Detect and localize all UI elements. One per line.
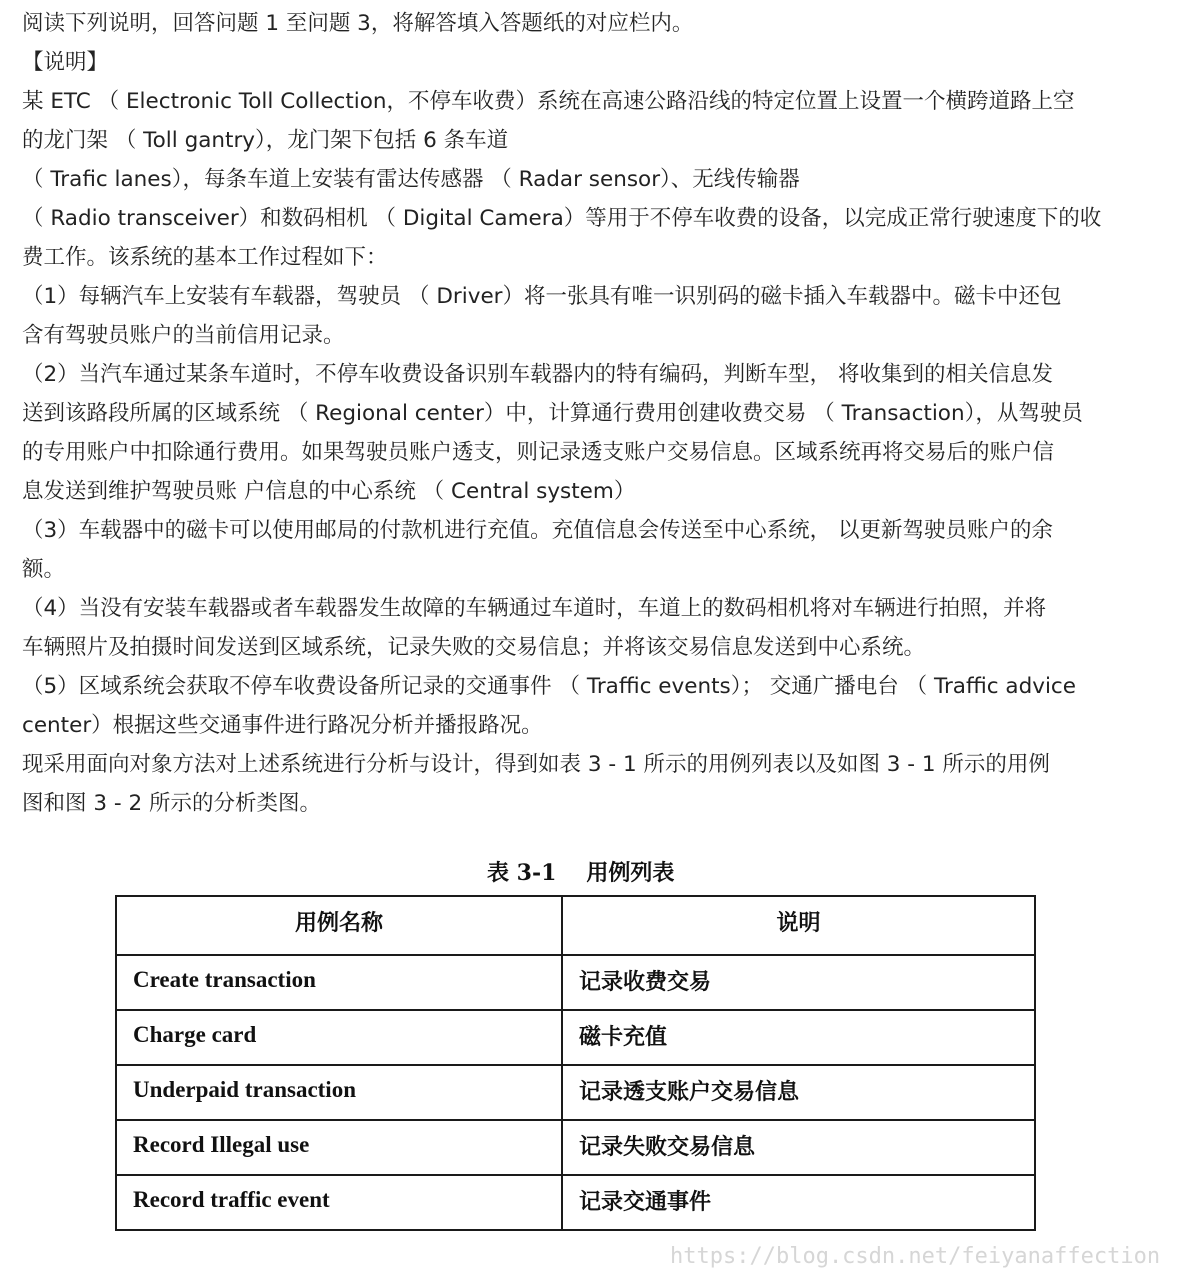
table-caption-title: 用例列表 [586,860,675,886]
text-line: center）根据这些交通事件进行路况分析并播报路况。 [22,713,543,738]
usecase-description-cell: 磁卡充值 [562,1010,1035,1065]
text-line: （3）车载器中的磁卡可以使用邮局的付款机进行充值。充值信息会传送至中心系统， 以更新驾驶员账户的余 [22,518,1054,543]
text-line: 的专用账户中扣除通行费用。如果驾驶员账户透支，则记录透支账户交易信息。区域系统再将交易后的账户信 [22,440,1055,465]
text-line: （ Radio transceiver）和数码相机 （ Digital Camera）等用于不停车收费的设备，以完成正常行驶速度下的收 [22,206,1102,231]
usecase-description-cell: 记录交通事件 [562,1175,1035,1230]
usecase-name-cell: Underpaid transaction [116,1065,562,1120]
text-line: （4）当没有安装车载器或者车载器发生故障的车辆通过车道时，车道上的数码相机将对车辆进行拍照，并将 [22,596,1047,621]
table-row [116,1010,1035,1065]
table-row [116,1065,1035,1120]
usecase-description-cell: 记录失败交易信息 [562,1120,1035,1175]
header-description: 说明 [562,896,1035,955]
text-line: 现采用面向对象方法对上述系统进行分析与设计，得到如表 3 - 1 所示的用例列表以及如图 3 - 1 所示的用例 [22,752,1050,777]
usecase-name-cell: Record Illegal use [116,1120,562,1175]
usecase-table [115,895,1036,1231]
text-line: 含有驾驶员账户的当前信用记录。 [22,323,345,348]
text-line: 车辆照片及拍摄时间发送到区域系统，记录失败的交易信息；并将该交易信息发送到中心系统。 [22,635,926,660]
usecase-name-cell: Charge card [116,1010,562,1065]
text-line: 图和图 3 - 2 所示的分析类图。 [22,791,321,816]
text-line: 的龙门架 （ Toll gantry），龙门架下包括 6 条车道 [22,128,509,153]
watermark: https://blog.csdn.net/feiyanaffection [670,1244,1161,1269]
table-row [116,1120,1035,1175]
table-caption-number: 表 3-1 [487,860,557,886]
text-line: 送到该路段所属的区域系统 （ Regional center）中，计算通行费用创建收费交易 （ Transaction），从驾驶员 [22,401,1083,426]
text-line: （1）每辆汽车上安装有车载器，驾驶员 （ Driver）将一张具有唯一识别码的磁卡插入车载器中。磁卡中还包 [22,284,1062,309]
table-row [116,955,1035,1010]
text-line: （2）当汽车通过某条车道时，不停车收费设备识别车载器内的特有编码，判断车型， 将收集到的相关信息发 [22,362,1054,387]
text-line: （ Trafic lanes），每条车道上安装有雷达传感器 （ Radar sensor）、无线传输器 [22,167,800,192]
usecase-name-cell: Create transaction [116,955,562,1010]
header-usecase-name: 用例名称 [116,896,562,955]
usecase-name-cell: Record traffic event [116,1175,562,1230]
table-header-row [116,896,1035,955]
usecase-description-cell: 记录收费交易 [562,955,1035,1010]
text-line: 某 ETC （ Electronic Toll Collection，不停车收费）系统在高速公路沿线的特定位置上设置一个横跨道路上空 [22,89,1075,114]
text-line: 息发送到维护驾驶员账 户信息的中心系统 （ Central system） [22,479,636,504]
usecase-description-cell: 记录透支账户交易信息 [562,1065,1035,1120]
text-line: （5）区域系统会获取不停车收费设备所记录的交通事件 （ Traffic events）； 交通广播电台 （ Traffic advice [22,674,1076,699]
table-row [116,1175,1035,1230]
text-line: 费工作。该系统的基本工作过程如下： [22,245,388,270]
problem-description [22,4,1182,823]
text-line: 阅读下列说明，回答问题 1 至问题 3，将解答填入答题纸的对应栏内。 [22,11,694,36]
text-line: 【说明】 [22,50,109,75]
text-line: 额。 [22,557,66,582]
table-caption [487,856,674,887]
